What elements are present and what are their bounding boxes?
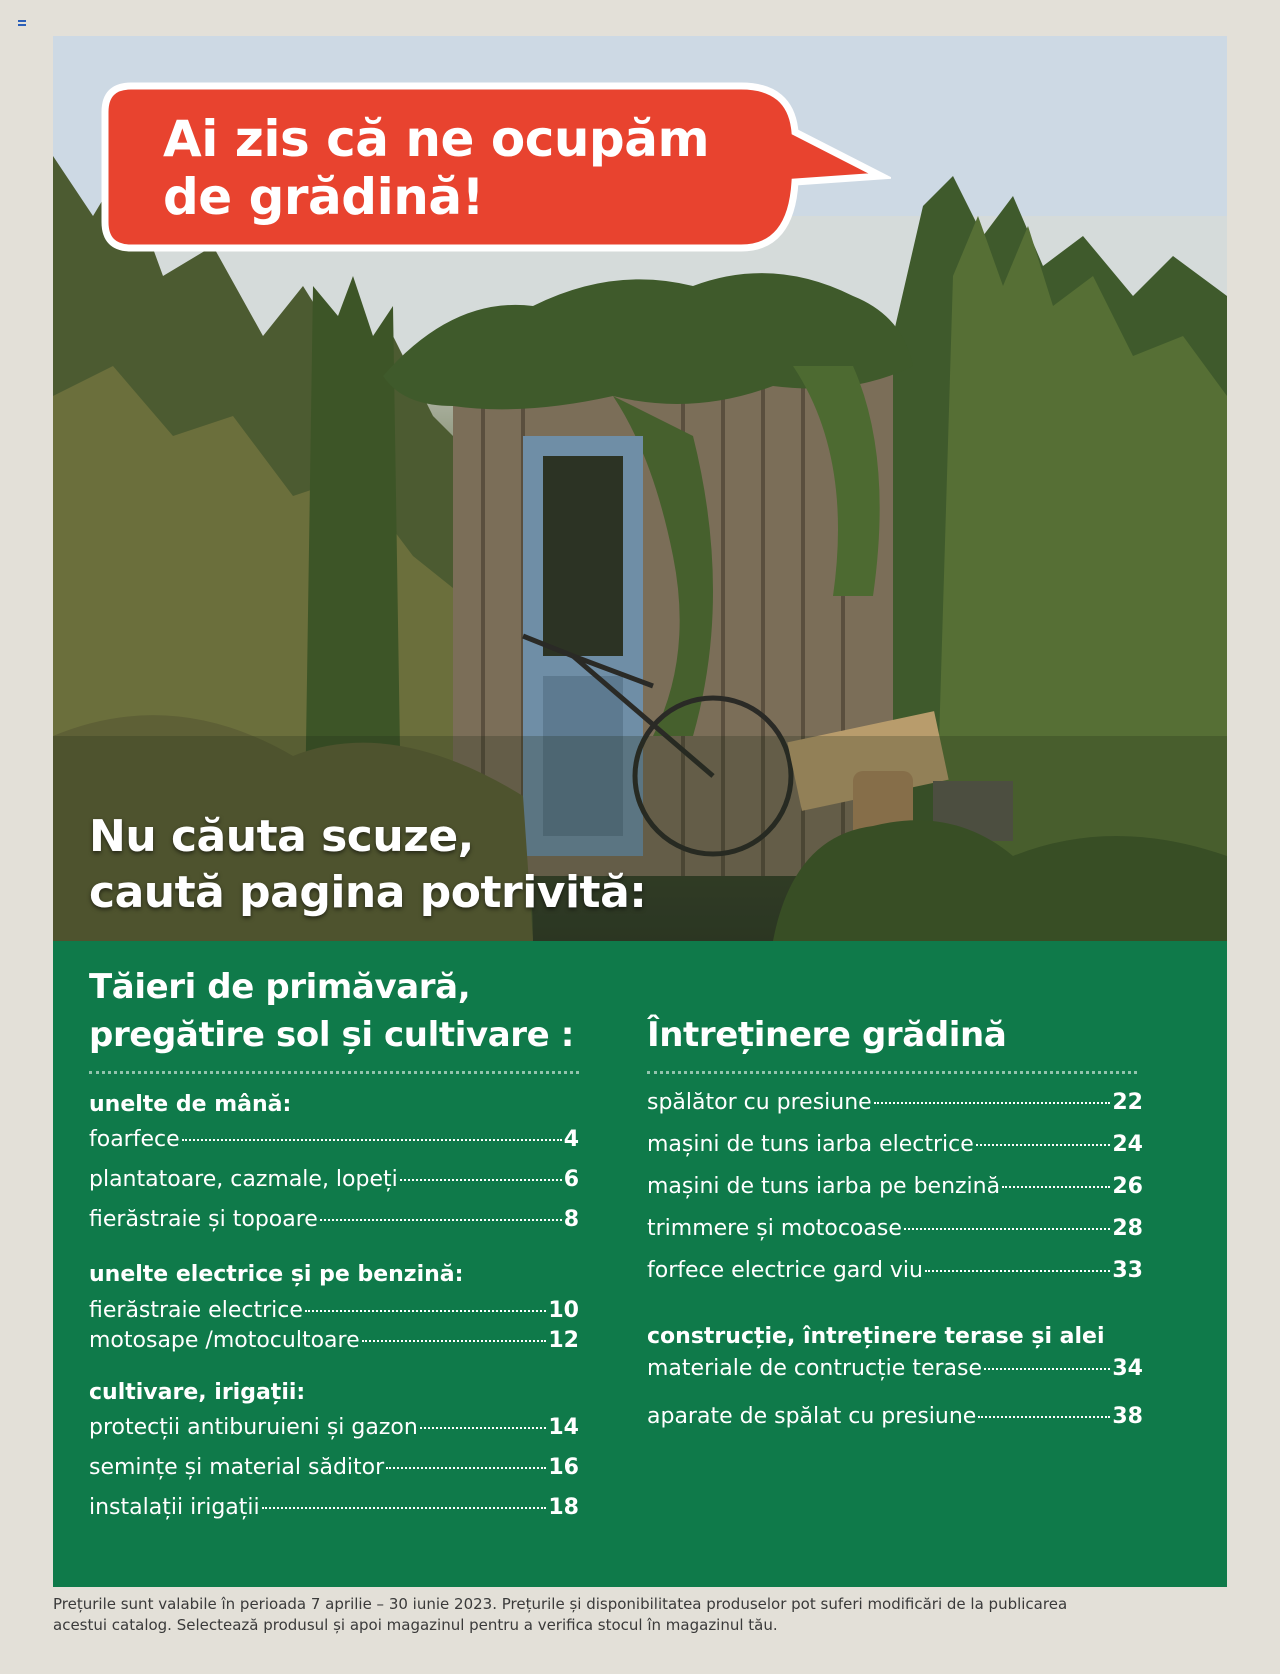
right-column-title: Întreținere grădină [647,1015,1007,1055]
entry-page-number: 38 [1112,1404,1143,1429]
hero-tagline [89,809,646,921]
entry-page-number: 6 [563,1167,579,1192]
entry-label: instalații irigații [89,1495,260,1520]
index-entry[interactable] [647,1396,1143,1438]
index-entry[interactable] [89,1200,579,1240]
entry-page-number: 12 [548,1328,579,1353]
entry-label: materiale de contrucție terase [647,1356,983,1381]
leader-dots [305,1310,547,1312]
entry-page-number: 24 [1112,1132,1143,1157]
headline-text [163,110,709,226]
entry-label: fierăstraie electrice [89,1298,303,1323]
index-column-left [89,941,589,1528]
entry-label: semințe și material săditor [89,1455,385,1480]
left-column-title [89,963,589,1059]
index-entry[interactable] [647,1208,1143,1250]
entry-label: mașini de tuns iarba electrice [647,1132,974,1157]
catalog-page [53,36,1227,1587]
entry-label: forfece electrice gard viu [647,1258,923,1283]
title-divider [89,1071,579,1074]
group-heading: unelte de mână: [89,1092,292,1117]
index-entry[interactable] [647,1250,1143,1292]
entry-page-number: 14 [548,1415,579,1440]
left-title-line-2: pregătire sol și cultivare : [89,1015,574,1055]
leader-dots [978,1416,1110,1418]
entry-page-number: 22 [1112,1090,1143,1115]
entry-page-number: 33 [1112,1258,1143,1283]
entry-page-number: 28 [1112,1216,1143,1241]
index-entry[interactable] [89,1408,579,1448]
index-entry[interactable] [89,1296,579,1326]
entry-label: fierăstraie și topoare [89,1207,318,1232]
title-divider [647,1071,1137,1074]
headline-speech-bubble [101,82,791,252]
leader-dots [984,1368,1110,1370]
tagline-line-1: Nu căuta scuze, [89,811,474,862]
index-entry[interactable] [647,1352,1143,1386]
corner-marker [18,20,26,26]
group-heading: unelte electrice și pe benzină: [89,1262,464,1287]
leader-dots [182,1139,562,1141]
entry-page-number: 8 [563,1207,579,1232]
disclaimer-line-2: acestui catalog. Selectează produsul și apoi magazinul pentru a verifica stocul în magazinul tău. [53,1616,778,1634]
entry-label: plantatoare, cazmale, lopeți [89,1167,398,1192]
leader-dots [904,1228,1111,1230]
left-title-line-1: Tăieri de primăvară, [89,967,471,1007]
leader-dots [386,1467,546,1469]
entry-label: motosape /motocultoare [89,1328,360,1353]
garden-shed-photo [53,36,1227,941]
disclaimer-line-1: Prețurile sunt valabile în perioada 7 aprilie – 30 iunie 2023. Prețurile și disponibilitatea produselor pot suferi modificări de la publicarea [53,1595,1068,1613]
headline-line-1: Ai zis că ne ocupăm [163,110,710,168]
entry-page-number: 4 [563,1127,579,1152]
price-disclaimer [53,1594,1227,1636]
leader-dots [400,1179,562,1181]
entry-page-number: 10 [548,1298,579,1323]
entry-label: aparate de spălat cu presiune [647,1404,977,1429]
leader-dots [1002,1186,1110,1188]
index-entry[interactable] [89,1160,579,1200]
index-entry[interactable] [647,1124,1143,1166]
leader-dots [925,1270,1110,1272]
index-entry[interactable] [89,1448,579,1488]
group-heading: construcție, întreținere terase și alei [647,1324,1105,1349]
index-entry[interactable] [647,1082,1143,1124]
index-entry[interactable] [89,1326,579,1356]
leader-dots [262,1507,547,1509]
entry-page-number: 16 [548,1455,579,1480]
headline-line-2: de grădină! [163,168,484,226]
leader-dots [976,1144,1111,1146]
index-entry[interactable] [89,1488,579,1528]
index-entry[interactable] [89,1120,579,1160]
index-column-right [647,941,1147,1438]
entry-page-number: 34 [1112,1356,1143,1381]
leader-dots [874,1102,1111,1104]
entry-label: protecții antiburuieni și gazon [89,1415,418,1440]
leader-dots [362,1340,547,1342]
entry-label: trimmere și motocoase [647,1216,902,1241]
entry-label: foarfece [89,1127,180,1152]
group-heading: cultivare, irigații: [89,1380,306,1405]
tagline-line-2: caută pagina potrivită: [89,867,647,918]
index-entry[interactable] [647,1166,1143,1208]
page-index-panel [53,941,1227,1587]
entry-page-number: 18 [548,1495,579,1520]
leader-dots [320,1219,562,1221]
entry-page-number: 26 [1112,1174,1143,1199]
leader-dots [420,1427,547,1429]
entry-label: mașini de tuns iarba pe benzină [647,1174,1001,1199]
entry-label: spălător cu presiune [647,1090,872,1115]
